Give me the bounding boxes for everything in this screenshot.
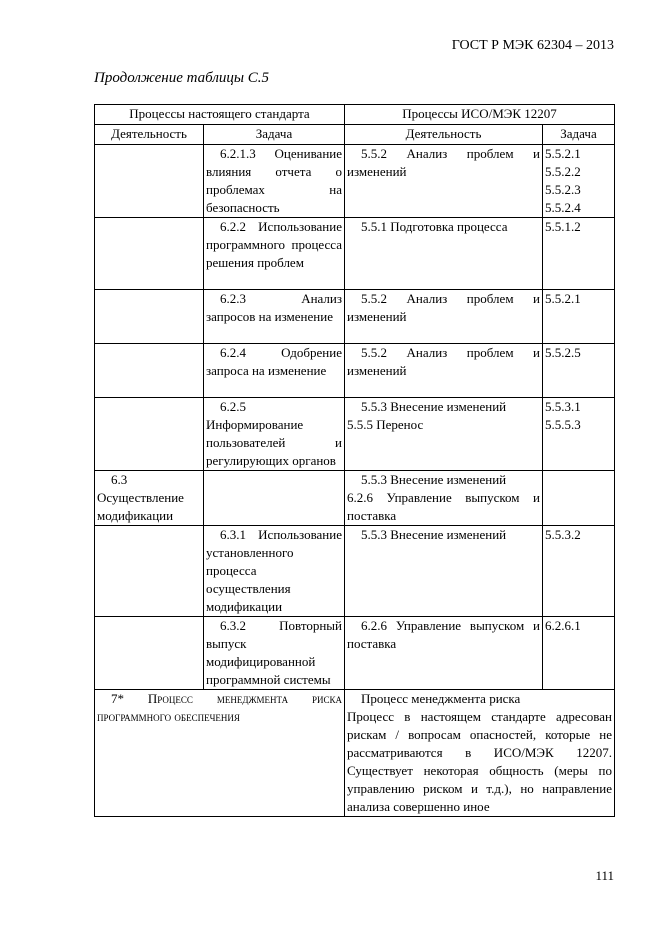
table-continuation-caption: Продолжение таблицы С.5 [94,70,270,86]
task-cell: 6.2.3 Анализ запросов на изменение [204,290,345,344]
group-header-own: Процессы настоящего стандарта [95,105,345,125]
activity-cell [95,617,204,690]
activity-cell [95,290,204,344]
iso-task-cell: 5.5.1.2 [543,218,615,290]
table-row [95,526,615,617]
iso-task-cell [543,471,615,526]
table-body [95,145,615,690]
task-cell: 6.3.1 Использование установленного процесса осуществления модификации [204,526,345,617]
activity-cell [95,145,204,218]
task-cell: 6.2.4 Одобрение запроса на изменение [204,344,345,398]
document-header: ГОСТ Р МЭК 62304 – 2013 [451,38,614,53]
iso-activity-cell: 5.5.3 Внесение изменений [345,526,543,617]
iso-task-cell: 5.5.2.5 [543,344,615,398]
group-header-row [95,105,615,125]
sub-header-iso-task: Задача [543,125,615,145]
activity-cell: 6.3 Осуществление модификации [95,471,204,526]
sub-header-activity: Деятельность [95,125,204,145]
table-row [95,145,615,218]
iso-task-cell: 6.2.6.1 [543,617,615,690]
activity-cell [95,398,204,471]
table-row [95,617,615,690]
final-row [95,690,615,817]
iso-task-cell: 5.5.3.2 [543,526,615,617]
task-cell: 6.2.1.3 Оценивание влияния отчета о проблемах на безопасность [204,145,345,218]
iso-task-cell: 5.5.2.1 5.5.2.2 5.5.2.3 5.5.2.4 [543,145,615,218]
iso-activity-cell: 5.5.2 Анализ проблем и изменений [345,145,543,218]
sub-header-iso-activity: Деятельность [345,125,543,145]
task-cell: 6.2.5 Информирование пользователей и регулирующих органов [204,398,345,471]
activity-cell [95,218,204,290]
table-row [95,471,615,526]
table-row [95,218,615,290]
risk-process-description [345,690,615,817]
iso-activity-cell: 5.5.2 Анализ проблем и изменений [345,290,543,344]
iso-activity-cell: 5.5.3 Внесение изменений 6.2.6 Управление выпуском и поставка [345,471,543,526]
page-number: 111 [595,868,614,883]
table-row [95,290,615,344]
sub-header-row [95,125,615,145]
iso-activity-cell: 5.5.2 Анализ проблем и изменений [345,344,543,398]
iso-activity-cell: 5.5.1 Подготовка процесса [345,218,543,290]
task-cell [204,471,345,526]
activity-cell [95,526,204,617]
iso-task-cell: 5.5.2.1 [543,290,615,344]
table-row [95,398,615,471]
sub-header-task: Задача [204,125,345,145]
risk-process-text: Процесс менеджмента риска Процесс в настоящем стандарте адресован рискам / вопросам опасностей, которые не рассматриваются в ИСО/МЭК 12207. Существует некоторая общность (меры по управлению риском и т.д.), но направление анализа совершенно иное [347,691,612,814]
risk-process-cell: 7* Процесс менеджмента риска программного обеспечения [95,690,345,817]
group-header-iso: Процессы ИСО/МЭК 12207 [345,105,615,125]
iso-activity-cell: 5.5.3 Внесение изменений 5.5.5 Перенос [345,398,543,471]
task-cell: 6.2.2 Использование программного процесса решения проблем [204,218,345,290]
table-row [95,344,615,398]
iso-activity-cell: 6.2.6 Управление выпуском и поставка [345,617,543,690]
activity-cell [95,344,204,398]
iso-task-cell: 5.5.3.1 5.5.5.3 [543,398,615,471]
task-cell: 6.3.2 Повторный выпуск модифицированной программной системы [204,617,345,690]
processes-table [94,104,615,817]
